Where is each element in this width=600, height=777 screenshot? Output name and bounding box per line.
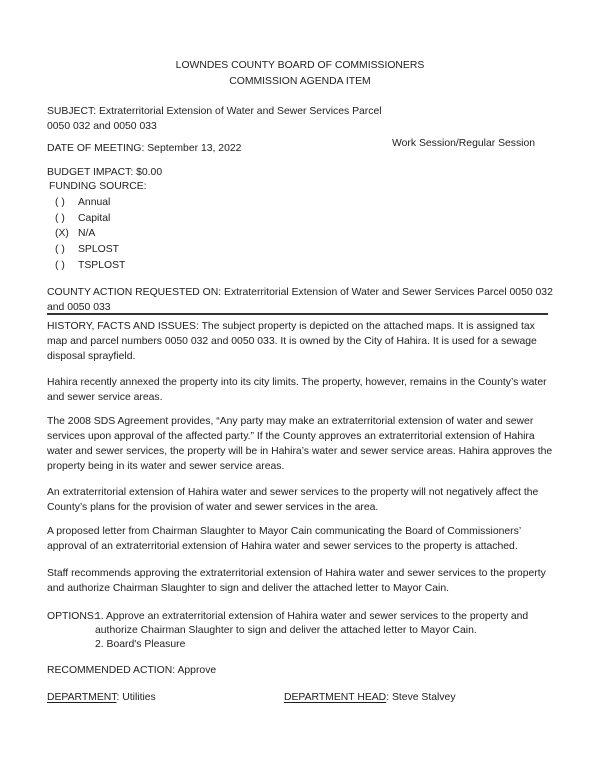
funding-checkbox: ( ) xyxy=(55,197,65,208)
option-2: 2. Board's Pleasure xyxy=(95,639,186,650)
department-label: DEPARTMENT xyxy=(47,692,117,703)
history-paragraph: HISTORY, FACTS AND ISSUES: The subject property is depicted on the attached maps. It is assigned tax map and parcel numbers 0050 032 and 0050 033. It is owned by the City of Hahira. It is used for a sewage disposal sprayfield. xyxy=(47,321,537,362)
board-title: LOWNDES COUNTY BOARD OF COMMISSIONERS xyxy=(175,60,425,71)
recommended-action: RECOMMENDED ACTION: Approve xyxy=(47,665,217,676)
option-1-line1: 1. Approve an extraterritorial extension of Hahira water and sewer services to the property and xyxy=(95,611,529,622)
funding-source-label: FUNDING SOURCE: xyxy=(49,181,147,192)
action-requested-line2: and 0050 033 xyxy=(47,302,111,313)
funding-option-tsplost xyxy=(55,258,125,273)
option-1-line2: authorize Chairman Slaughter to sign and deliver the attached letter to Mayor Cain. xyxy=(95,625,477,636)
funding-checkbox-checked: (X) xyxy=(55,228,69,239)
funding-label: Annual xyxy=(78,197,111,208)
department-head-value: : Steve Stalvey xyxy=(386,692,456,703)
section-divider xyxy=(47,313,548,315)
funding-label: Capital xyxy=(78,213,111,224)
funding-option-splost xyxy=(55,242,119,257)
funding-option-annual xyxy=(55,195,110,210)
funding-label: TSPLOST xyxy=(78,260,126,271)
subject-line1: SUBJECT: Extraterritorial Extension of Water and Sewer Services Parcel xyxy=(47,106,382,117)
agreement-paragraph: The 2008 SDS Agreement provides, “Any party may make an extraterritorial extension of water and sewer services upon approval of the affected party.” If the County approves an extraterritorial extension of Hahira water and sewer services, the property will be in Hahira’s water and sewer service areas. Hahira approves the property being in its water and sewer service areas. xyxy=(47,416,553,472)
staff-recommendation-paragraph: Staff recommends approving the extraterritorial extension of Hahira water and sewer services to the property and authorize Chairman Slaughter to sign and deliver the attached letter to Mayor Cain. xyxy=(47,568,546,594)
options-label: OPTIONS: xyxy=(47,611,97,622)
funding-option-na xyxy=(55,226,95,241)
funding-checkbox: ( ) xyxy=(55,213,65,224)
meeting-date: DATE OF MEETING: September 13, 2022 xyxy=(47,143,242,154)
session-type: Work Session/Regular Session xyxy=(392,138,536,149)
funding-checkbox: ( ) xyxy=(55,260,65,271)
department-head xyxy=(284,690,456,705)
subject-line2: 0050 032 and 0050 033 xyxy=(47,121,157,132)
impact-paragraph: An extraterritorial extension of Hahira water and sewer services to the property will not negatively affect the County’s plans for the provision of water and sewer services in the area. xyxy=(47,487,539,513)
annexation-paragraph: Hahira recently annexed the property into its city limits. The property, however, remains in the County’s water and sewer service areas. xyxy=(47,377,547,403)
budget-impact: BUDGET IMPACT: $0.00 xyxy=(47,167,163,178)
department xyxy=(47,690,156,705)
document-title: COMMISSION AGENDA ITEM xyxy=(229,76,371,87)
action-requested-line1: COUNTY ACTION REQUESTED ON: Extraterritorial Extension of Water and Sewer Services Parcel 0050 032 xyxy=(47,287,553,298)
funding-label: SPLOST xyxy=(78,244,119,255)
funding-label: N/A xyxy=(78,228,96,239)
department-value: : Utilities xyxy=(116,692,156,703)
department-head-label: DEPARTMENT HEAD xyxy=(284,692,387,703)
funding-option-capital xyxy=(55,211,110,226)
funding-checkbox: ( ) xyxy=(55,244,65,255)
letter-paragraph: A proposed letter from Chairman Slaughter to Mayor Cain communicating the Board of Commissioners’ approval of an extraterritorial extension of Hahira water and sewer services to the property is attached. xyxy=(47,526,521,552)
